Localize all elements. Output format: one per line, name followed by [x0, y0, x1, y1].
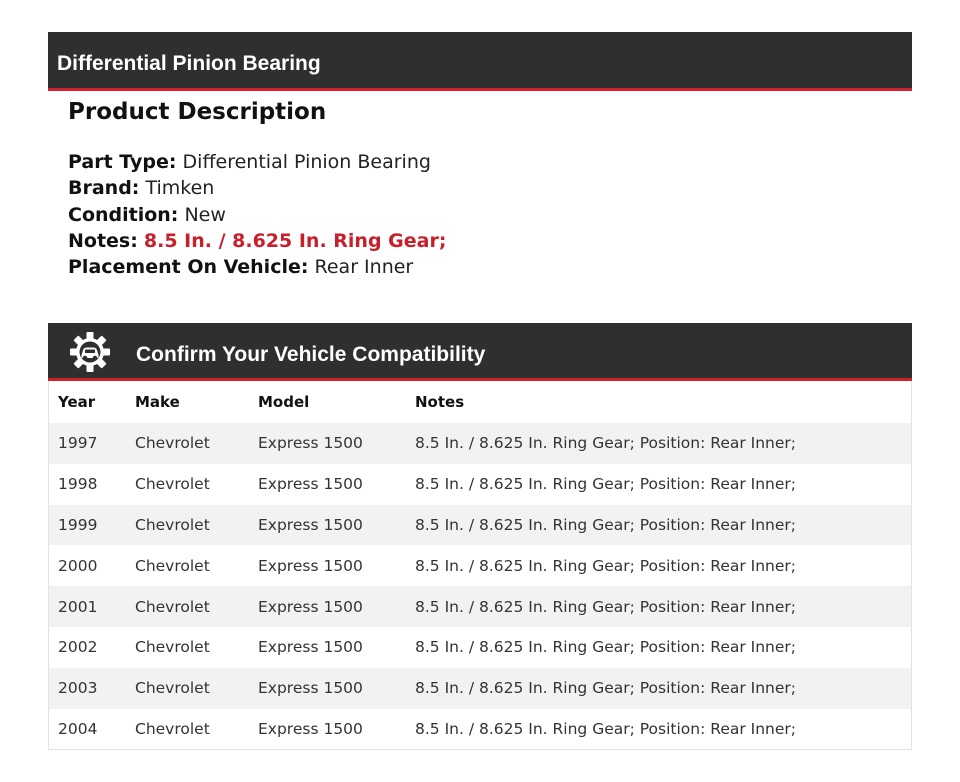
spec-value: Differential Pinion Bearing — [182, 151, 431, 173]
cell-make: Chevrolet — [126, 505, 249, 546]
table-row — [49, 464, 911, 505]
spec-value: Rear Inner — [314, 256, 414, 279]
spec-label: Condition: — [68, 203, 179, 226]
spec-value: Timken — [145, 177, 215, 200]
compatibility-table — [49, 381, 911, 749]
table-row — [49, 423, 911, 464]
spec-label: Placement On Vehicle: — [68, 256, 309, 279]
table-row — [49, 545, 911, 586]
cell-year: 2003 — [49, 668, 126, 709]
cell-model: Express 1500 — [249, 505, 406, 546]
column-header-year: Year — [58, 393, 96, 411]
cell-notes: 8.5 In. / 8.625 In. Ring Gear; Position: Rear Inner; — [406, 627, 911, 668]
column-header-make: Make — [135, 393, 180, 411]
spec-list — [68, 149, 888, 280]
table-row — [49, 586, 911, 627]
spec-label: Part Type: — [68, 151, 177, 173]
cell-year: 1999 — [49, 505, 126, 546]
cell-model: Express 1500 — [249, 668, 406, 709]
product-title-bar — [48, 32, 912, 91]
compatibility-table-container — [48, 381, 912, 750]
cell-make: Chevrolet — [126, 545, 249, 586]
cell-year: 1997 — [49, 423, 126, 464]
cell-model: Express 1500 — [249, 709, 406, 750]
spec-label: Notes: — [68, 229, 138, 252]
cell-notes: 8.5 In. / 8.625 In. Ring Gear; Position: Rear Inner; — [406, 668, 911, 709]
cell-notes: 8.5 In. / 8.625 In. Ring Gear; Position: Rear Inner; — [406, 545, 911, 586]
compatibility-title: Confirm Your Vehicle Compatibility — [136, 343, 486, 366]
description-heading: Product Description — [68, 99, 327, 125]
column-header-notes: Notes — [415, 393, 465, 411]
spec-placement — [68, 254, 888, 280]
cell-year: 2004 — [49, 709, 126, 750]
cell-model: Express 1500 — [249, 423, 406, 464]
cell-notes: 8.5 In. / 8.625 In. Ring Gear; Position: Rear Inner; — [406, 423, 911, 464]
cell-notes: 8.5 In. / 8.625 In. Ring Gear; Position: Rear Inner; — [406, 709, 911, 750]
cell-make: Chevrolet — [126, 668, 249, 709]
spec-part-type — [68, 149, 888, 175]
gear-car-icon — [69, 331, 111, 373]
cell-make: Chevrolet — [126, 464, 249, 505]
table-header-row — [49, 381, 911, 423]
cell-model: Express 1500 — [249, 464, 406, 505]
cell-make: Chevrolet — [126, 709, 249, 750]
product-description — [68, 96, 888, 280]
cell-make: Chevrolet — [126, 586, 249, 627]
cell-year: 1998 — [49, 464, 126, 505]
spec-condition — [68, 202, 888, 228]
cell-model: Express 1500 — [249, 586, 406, 627]
spec-value: New — [184, 203, 226, 226]
spec-value: 8.5 In. / 8.625 In. Ring Gear; — [143, 229, 447, 252]
cell-model: Express 1500 — [249, 545, 406, 586]
spec-notes — [68, 228, 888, 254]
spec-label: Brand: — [68, 177, 140, 200]
table-row — [49, 709, 911, 750]
spec-brand — [68, 175, 888, 201]
cell-make: Chevrolet — [126, 627, 249, 668]
compatibility-bar — [48, 323, 912, 381]
column-header-model: Model — [258, 393, 310, 411]
cell-make: Chevrolet — [126, 423, 249, 464]
cell-year: 2002 — [49, 627, 126, 668]
cell-notes: 8.5 In. / 8.625 In. Ring Gear; Position: Rear Inner; — [406, 464, 911, 505]
cell-notes: 8.5 In. / 8.625 In. Ring Gear; Position: Rear Inner; — [406, 586, 911, 627]
table-row — [49, 668, 911, 709]
table-row — [49, 627, 911, 668]
cell-model: Express 1500 — [249, 627, 406, 668]
cell-year: 2000 — [49, 545, 126, 586]
product-title: Differential Pinion Bearing — [57, 52, 321, 75]
cell-year: 2001 — [49, 586, 126, 627]
table-row — [49, 505, 911, 546]
cell-notes: 8.5 In. / 8.625 In. Ring Gear; Position: Rear Inner; — [406, 505, 911, 546]
